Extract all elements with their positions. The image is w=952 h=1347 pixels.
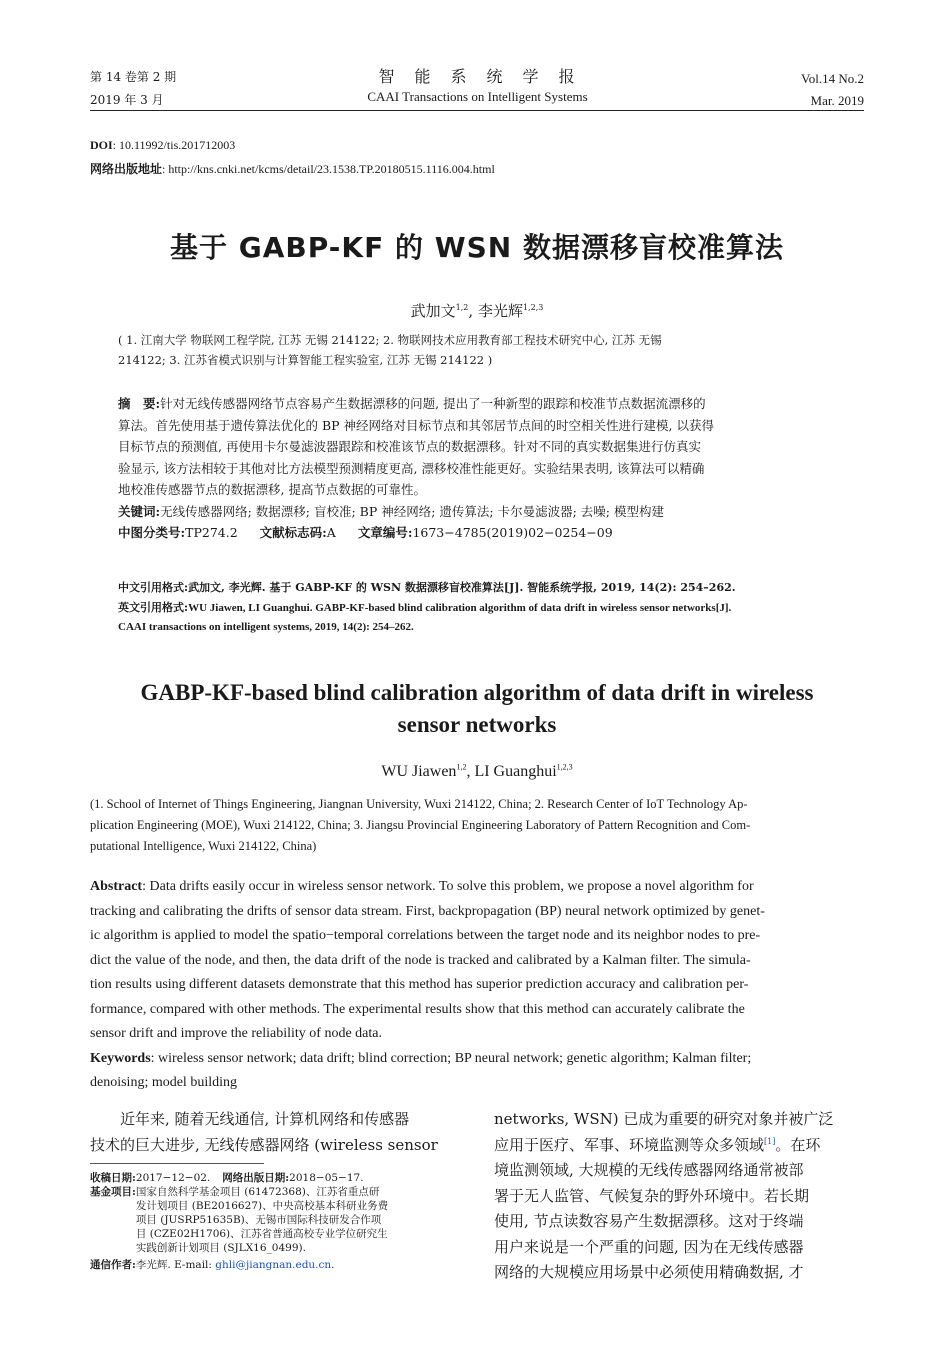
body-paragraph-line: 用户来说是一个严重的问题, 因为在无线传感器: [494, 1237, 804, 1256]
en-abstract-text: dict the value of the node, and then, the data drift of the node is tracked and calibrated by a Kalman filter. The simula-: [90, 952, 751, 968]
fund-line: 目 (CZE02H1706)、江苏省普通高校专业学位研究生: [135, 1228, 388, 1240]
cn-author-sep: ,: [468, 302, 478, 320]
en-abstract-text: tion results using different datasets demonstrate that this method has superior prediction accuracy and calibration per-: [90, 977, 749, 992]
citation-en-label: 英文引用格式:: [118, 600, 189, 614]
body-paragraph-line: 近年来, 随着无线通信, 计算机网络和传感器: [120, 1110, 410, 1128]
doi-label: DOI: [90, 138, 113, 152]
cn-author-2: 李光辉: [477, 302, 523, 320]
header-volume-cn: 第 14 卷第 2 期: [90, 70, 177, 84]
footnote-rule: [90, 1163, 264, 1164]
corr-label: 通信作者:: [90, 1259, 136, 1271]
received-date: 2017−12−02.: [135, 1172, 211, 1184]
online-label: 网络出版地址: [90, 162, 163, 176]
en-abstract-text: formance, compared with other methods. The experimental results show that this method can accurately calibrate the: [90, 1001, 745, 1017]
online-url[interactable]: : http://kns.cnki.net/kcms/detail/23.1538.TP.20180515.1116.004.html: [162, 162, 495, 176]
cn-abstract-text: 地校准传感器节点的数据漂移, 提高节点数据的可靠性。: [118, 482, 426, 497]
published-label: 网络出版日期:: [222, 1172, 290, 1184]
cn-abstract-text: 目标节点的预测值, 再使用卡尔曼滤波器跟踪和校准该节点的数据漂移。针对不同的真实数据集进行仿真实: [118, 439, 701, 454]
en-author-1: WU Jiawen: [381, 763, 457, 780]
fund-line: 发计划项目 (BE2016627)、中央高校基本科研业务费: [135, 1200, 389, 1212]
body-paragraph-line: 使用, 节点读数容易产生数据漂移。这对于终端: [494, 1212, 804, 1230]
article-no-value: 1673−4785(2019)02−0254−09: [412, 525, 613, 540]
cn-keywords-label: 关键词:: [118, 503, 161, 519]
citation-en-text: CAAI transactions on intelligent systems, 2019, 14(2): 254–262.: [118, 621, 414, 633]
en-affiliations: [90, 794, 864, 857]
body-paragraph-text: 应用于医疗、军事、环境监测等众多领域: [494, 1135, 765, 1154]
footnote-block: [90, 1171, 462, 1272]
en-author-2: LI Guanghui: [474, 763, 557, 780]
body-paragraph-text: 。在环: [775, 1135, 821, 1154]
en-title-line: sensor networks: [397, 712, 557, 737]
en-affil-line: plication Engineering (MOE), Wuxi 214122, China; 3. Jiangsu Provincial Engineering Laboratory of Pattern Recognition and Com-: [90, 818, 751, 832]
doi-line: [90, 138, 235, 153]
cn-abstract-text: 算法。首先使用基于遗传算法优化的 BP 神经网络对目标节点和其邻居节点间的时空相关性进行建模, 以获得: [118, 417, 714, 433]
en-keywords-label: Keywords: [90, 1050, 151, 1066]
cn-affil-line: ( 1. 江南大学 物联网工程学院, 江苏 无锡 214122; 2. 物联网技术应用教育部工程技术研究中心, 江苏 无锡: [118, 333, 662, 347]
online-url-line: [90, 160, 495, 177]
article-no-label: 文章编号:: [357, 525, 413, 540]
cn-abstract-text: 验显示, 该方法相较于其他对比方法模型预测精度更高, 漂移校准性能更好。实验结果表明, 该算法可以精确: [118, 460, 705, 476]
en-title-line: GABP-KF-based blind calibration algorithm of data drift in wireless: [140, 680, 814, 705]
header-volume-en: Vol.14 No.2: [801, 71, 864, 86]
en-affil-line: putational Intelligence, Wuxi 214122, China): [90, 839, 317, 853]
journal-title-cn: 智 能 系 统 学 报: [378, 67, 577, 86]
doc-code-label: 文献标志码:: [259, 525, 327, 540]
header-date-cn: 2019 年 3 月: [90, 93, 164, 107]
en-authors: [90, 763, 864, 781]
en-keywords: : wireless sensor network; data drift; blind correction; BP neural network; genetic algorithm; Kalman filter;: [150, 1050, 752, 1066]
body-paragraph-line: 境监测领域, 大规模的无线传感器网络通常被部: [494, 1161, 804, 1179]
cn-abstract-text: 针对无线传感器网络节点容易产生数据漂移的问题, 提出了一种新型的跟踪和校准节点数据流漂移的: [160, 396, 706, 411]
fund-line: 实践创新计划项目 (SJLX16_0499).: [135, 1242, 306, 1254]
header-rule: [90, 110, 864, 111]
en-abstract-text: sensor drift and improve the reliability of node data.: [90, 1026, 382, 1041]
cn-paper-title: 基于 GABP-KF 的 WSN 数据漂移盲校准算法: [170, 231, 784, 264]
citation-en-text: WU Jiawen, LI Guanghui. GABP-KF-based blind calibration algorithm of data drift in wireless sensor networks[J].: [188, 601, 732, 614]
en-abstract-text: tracking and calibrating the drifts of sensor data stream. First, backpropagation (BP) neural network optimized by genet-: [90, 903, 765, 919]
en-abstract-label: Abstract: [90, 879, 143, 894]
cn-authors: [90, 300, 864, 321]
body-right-column: [494, 1107, 864, 1286]
cn-author-1-sup: 1,2: [455, 303, 469, 312]
en-author-1-sup: 1,2: [456, 762, 467, 772]
cn-affil-line: 214122; 3. 江苏省模式识别与计算智能工程实验室, 江苏 无锡 214122 ): [118, 353, 493, 367]
en-author-sep: ,: [466, 763, 475, 780]
cn-abstract-label: 摘 要:: [118, 396, 161, 411]
cn-abstract: [118, 393, 838, 544]
received-label: 收稿日期:: [90, 1172, 136, 1184]
citation-block: [118, 578, 736, 638]
cn-affiliations: [118, 330, 662, 370]
body-left-column: [90, 1107, 462, 1158]
citation-cn-text: 武加文, 李光辉. 基于 GABP-KF 的 WSN 数据漂移盲校准算法[J]. 智能系统学报, 2019, 14(2): 254–262.: [188, 581, 736, 594]
en-abstract-text: ic algorithm is applied to model the spatio−temporal correlations between the target node and its neighbor nodes to pre-: [90, 928, 761, 943]
en-abstract: [90, 875, 864, 1096]
body-paragraph-line: 署于无人监管、气候复杂的野外环境中。若长期: [494, 1186, 810, 1205]
clc-label: 中图分类号:: [118, 525, 186, 540]
published-date: 2018−05−17.: [289, 1172, 364, 1184]
corr-end: .: [331, 1259, 335, 1271]
doc-code-value: A: [326, 525, 336, 540]
body-paragraph-line: networks, WSN) 已成为重要的研究对象并被广泛: [494, 1110, 834, 1128]
fund-label: 基金项目:: [90, 1186, 136, 1198]
en-paper-title: [90, 677, 864, 741]
clc-value: TP274.2: [185, 525, 238, 540]
corr-author: 李光辉. E-mail:: [135, 1259, 216, 1271]
body-paragraph-line: 网络的大规模应用场景中必须使用精确数据, 才: [494, 1263, 804, 1281]
header-date-en: Mar. 2019: [810, 93, 864, 108]
citation-cn-label: 中文引用格式:: [118, 581, 189, 594]
cn-author-1: 武加文: [410, 302, 456, 320]
en-affil-line: (1. School of Internet of Things Engineering, Jiangnan University, Wuxi 214122, China; 2. Research Center of IoT Technology Ap-: [90, 797, 748, 811]
cn-author-2-sup: 1,2,3: [522, 303, 544, 312]
reference-link[interactable]: [1]: [764, 1136, 776, 1146]
en-abstract-text: : Data drifts easily occur in wireless sensor network. To solve this problem, we propose a novel algorithm for: [142, 879, 754, 894]
en-keywords: denoising; model building: [90, 1075, 237, 1090]
fund-line: 项目 (JUSRP51635B)、无锡市国际科技研发合作项: [135, 1214, 382, 1226]
doi-value[interactable]: : 10.11992/tis.201712003: [112, 138, 236, 152]
corr-email-link[interactable]: ghli@jiangnan.edu.cn: [215, 1259, 332, 1271]
fund-line: 国家自然科学基金项目 (61472368)、江苏省重点研: [135, 1186, 380, 1198]
body-paragraph-line: 技术的巨大进步, 无线传感器网络 (wireless sensor: [90, 1135, 438, 1154]
en-author-2-sup: 1,2,3: [556, 762, 573, 772]
journal-title-en: CAAI Transactions on Intelligent Systems: [367, 89, 588, 104]
cn-keywords: 无线传感器网络; 数据漂移; 盲校准; BP 神经网络; 遗传算法; 卡尔曼滤波器; 去噪; 模型构建: [160, 503, 664, 519]
